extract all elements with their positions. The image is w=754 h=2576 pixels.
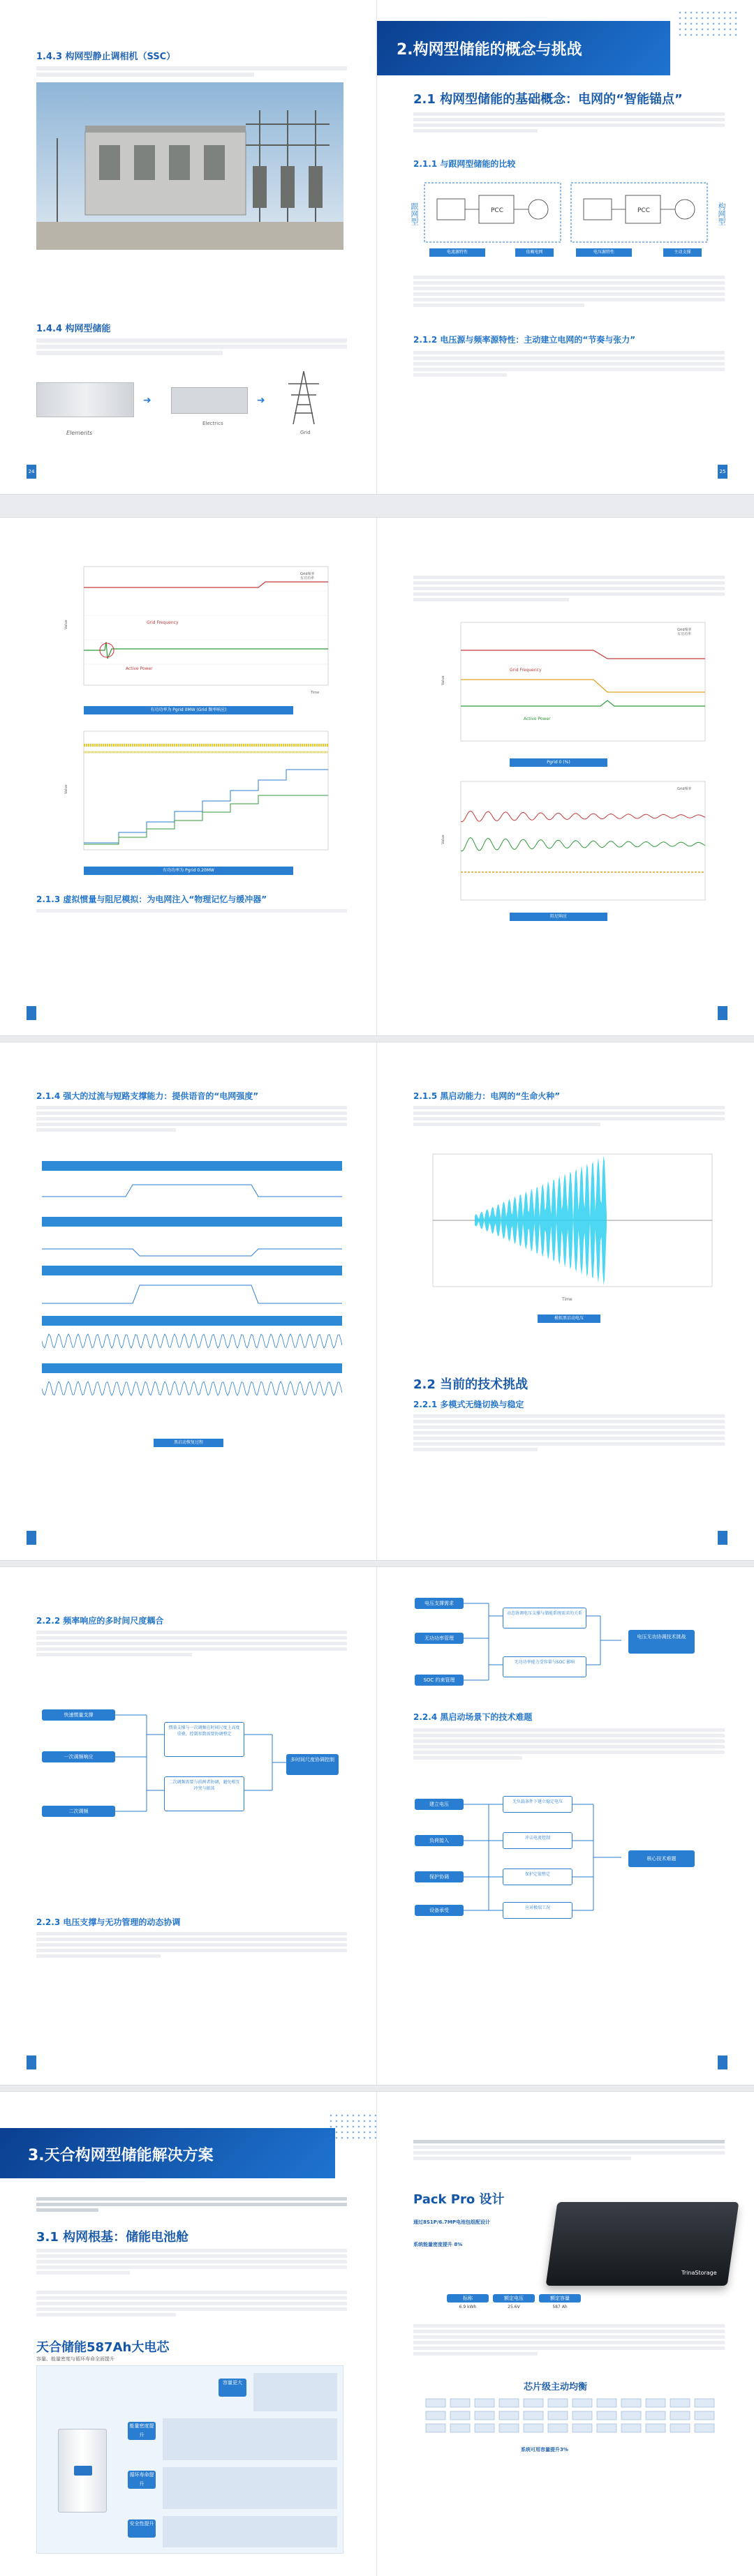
spec-val-2: 25.6V: [508, 2305, 520, 2309]
page-31: [377, 1567, 754, 2085]
node-secondary: 二次调频: [42, 1806, 115, 1817]
page-30: [0, 1567, 377, 2085]
label-grid-frequency: Grid Frequency: [147, 620, 179, 625]
outcome-voltage-reactive: 电压无功协调技术挑战: [628, 1630, 695, 1654]
page-26: [0, 518, 377, 1035]
section-2-1-1-title: 2.1.1 与跟网型储能的比较: [413, 159, 516, 169]
pack-spec-1: 通过8S1P/6.7MP电池包组配设计: [413, 2219, 490, 2225]
section-2-1-5-title: 2.1.5 黑启动能力：电网的“生命火种”: [413, 1091, 561, 1101]
label-active-power: Active Power: [524, 717, 551, 721]
spec-val-1: 6.9 kWh: [459, 2305, 477, 2309]
multi-step-chart: [63, 724, 335, 864]
section-3-1-title: 3.1 构网根基：储能电池舱: [36, 2230, 189, 2245]
spec-head-3: 额定容量: [539, 2294, 581, 2302]
section-3-1-body-2: [36, 2289, 347, 2319]
tag-grid-dependent: 依赖电网: [515, 248, 554, 257]
desc-capacity: 无功功率能力受容量与SOC 影响: [503, 1656, 586, 1677]
page-number: [718, 2055, 727, 2069]
feature-capacity: 容量更大: [219, 2379, 246, 2397]
desc-dynamic: 动态协调电压支撑与储能系统需求的关系: [503, 1608, 586, 1628]
page-number: [27, 1531, 36, 1545]
intro-text: [413, 2138, 725, 2162]
waveform-stack: [42, 1161, 342, 1426]
svg-text:PCC: PCC: [637, 207, 650, 214]
chapter-banner: [0, 2128, 335, 2178]
tag-active-support: 主动支撑: [663, 248, 702, 257]
section-2-1-4-body: [36, 1104, 347, 1134]
label-grid: Grid: [300, 430, 311, 435]
pack-spec-2: 系统能量密度提升 8%: [413, 2242, 463, 2247]
section-1-4-4-title: 1.4.4 构网型储能: [36, 324, 111, 334]
page-number: 24: [27, 465, 36, 479]
page-27-body: [413, 574, 725, 604]
desc-coordinate: 二次调频需要与前两者协调，避免相互冲突与振荡: [164, 1776, 244, 1811]
spec-table: [447, 2294, 586, 2309]
node-equipment: 设备承受: [415, 1905, 464, 1916]
y-axis-label: Value: [441, 675, 445, 685]
page-number: 25: [718, 465, 727, 479]
node-establish-voltage: 建立电压: [415, 1799, 464, 1810]
spread-3: [0, 1042, 754, 1560]
node-load-access: 负荷接入: [415, 1835, 464, 1846]
side-label-right: 构网型: [717, 202, 726, 225]
spread-4: [0, 1567, 754, 2085]
desc-extreme: 应对极端工况: [503, 1902, 572, 1919]
freq-power-chart-1: [63, 560, 335, 703]
arrow-icon: ➜: [143, 395, 151, 406]
section-2-2-title: 2.2 当前的技术挑战: [413, 1377, 528, 1392]
x-axis-label: Time: [311, 691, 320, 695]
y-axis-label: Value: [441, 834, 445, 844]
chart-caption-1: 有功功率为 Pgrid 0MW (Grid 频率响应): [84, 706, 293, 714]
page-number: [27, 1006, 36, 1020]
pack-body: [413, 2322, 725, 2358]
intro-bold: [36, 2195, 347, 2214]
section-2-1-3-body: [36, 907, 347, 915]
legend-grid-freq: Grid频率: [300, 572, 315, 576]
page-number: [718, 1531, 727, 1545]
chart-caption-right: 模拟黑启动电压: [538, 1315, 600, 1323]
section-1-4-3-body: [36, 64, 347, 79]
pack-title: Pack Pro 设计: [413, 2192, 505, 2207]
desc-overlap: 惯量支撑与一次调频在时间尺度上高度重叠，控制参数需要协调整定: [164, 1722, 244, 1757]
page-35: [377, 2092, 754, 2576]
legend-active-power: 有功功率: [300, 576, 315, 581]
desc-no-load: 无负载条件下建立稳定电压: [503, 1796, 572, 1813]
chart-caption-4: 阻尼响应: [510, 913, 607, 921]
feature-density: 能量密度提升: [128, 2422, 156, 2440]
chapter-title: 2.构网型储能的概念与挑战: [397, 41, 582, 59]
desc-inrush: 冲击电流控制: [503, 1832, 572, 1849]
node-protection: 保护协调: [415, 1871, 464, 1882]
label-grid-frequency: Grid Frequency: [510, 668, 542, 673]
page-number: [27, 2055, 36, 2069]
freq-power-chart-2: [440, 615, 712, 755]
comparison-diagram: [423, 181, 709, 258]
chart-caption-2: 有功功率为 Pgrid 0.20MW: [84, 867, 293, 875]
balance-subtitle: 系统可用容量提升3%: [521, 2447, 568, 2453]
cell-subtitle: 容量、能量密度与循环寿命全面提升: [36, 2356, 114, 2362]
outcome-multi-timescale: 多时间尺度协调控制: [286, 1754, 339, 1775]
brand-logo: TrinaStorage: [681, 2270, 717, 2276]
section-1-4-3-title: 1.4.3 构网型静止调相机（SSC）: [36, 52, 176, 62]
elements-graphic: [36, 382, 134, 417]
section-3-1-body: [36, 2247, 347, 2277]
feature-safety: 安全性提升: [128, 2519, 156, 2538]
black-start-chart: [412, 1147, 719, 1308]
legend-grid-freq: Grid频率: [677, 628, 692, 632]
section-2-1-3-title: 2.1.3 虚拟惯量与阻尼模拟：为电网注入“物理记忆与缓冲器”: [36, 894, 267, 904]
battery-cell-image: [58, 2429, 107, 2513]
page-34: [0, 2092, 377, 2576]
node-reactive-power: 无功功率管理: [415, 1633, 464, 1644]
pylon-icon: [283, 370, 325, 426]
dot-pattern: [328, 2113, 377, 2141]
section-2-2-2-title: 2.2.2 频率响应的多时间尺度耦合: [36, 1616, 164, 1626]
spread-5: [0, 2092, 754, 2576]
arrow-icon: ➜: [257, 395, 265, 406]
page-25: [377, 0, 754, 494]
legend-grid-freq: Grid频率: [677, 787, 692, 791]
label-active-power: Active Power: [126, 666, 153, 671]
y-axis-label: Value: [64, 620, 68, 629]
label-elements: Elements: [66, 430, 93, 436]
node-voltage-support: 电压支撑需求: [415, 1598, 464, 1609]
page-29: [377, 1042, 754, 1560]
legend-active-power: 有功功率: [677, 632, 692, 636]
section-2-2-4-body: [413, 1726, 725, 1762]
balance-diagram: [419, 2393, 719, 2442]
section-1-4-4-body: [36, 336, 347, 357]
page-24: [0, 0, 377, 494]
spec-head-1: 标称: [447, 2294, 489, 2302]
svg-text:PCC: PCC: [491, 207, 503, 214]
section-2-2-2-body: [36, 1628, 347, 1658]
section-2-1-4-title: 2.1.4 强大的过流与短路支撑能力：提供语音的“电网强度”: [36, 1091, 259, 1101]
tag-voltage-source: 电压源特性: [576, 248, 632, 257]
label-electrics: Electrics: [202, 421, 223, 426]
chapter-banner: [377, 21, 670, 75]
spec-val-3: 587 Ah: [552, 2305, 568, 2309]
node-primary: 一次调频响应: [42, 1751, 115, 1762]
y-axis-label: Value: [64, 784, 68, 794]
section-2-1-2-title: 2.1.2 电压源与频率源特性：主动建立电网的“节奏与张力”: [413, 335, 636, 345]
chart-caption-left: 黑启动恢复过程: [154, 1439, 223, 1447]
dot-pattern: [677, 10, 740, 38]
section-2-1-1-body: [413, 274, 725, 309]
page-28: [0, 1042, 377, 1560]
side-label-left: 跟网型: [410, 202, 419, 225]
balance-title: 芯片级主动均衡: [524, 2382, 588, 2392]
section-2-2-1-body: [413, 1412, 725, 1453]
section-2-2-3-title: 2.2.3 电压支撑与无功管理的动态协调: [36, 1917, 181, 1927]
cell-title: 天合储能587Ah大电芯: [36, 2340, 170, 2355]
spread-1: [0, 0, 754, 494]
section-2-2-1-title: 2.2.1 多模式无缝切换与稳定: [413, 1400, 524, 1409]
tag-current-source: 电流源特性: [429, 248, 485, 257]
section-2-1-body: [413, 110, 725, 135]
chart-caption-3: Pgrid 0 (%): [510, 758, 607, 767]
spread-2: [0, 518, 754, 1035]
page-27: [377, 518, 754, 1035]
substation-photo: [36, 82, 343, 250]
section-2-1-5-body: [413, 1104, 725, 1128]
node-soc: SOC 约束管理: [415, 1675, 464, 1686]
section-2-1-title: 2.1 构网型储能的基础概念：电网的“智能锚点”: [413, 92, 683, 107]
section-2-1-2-body: [413, 349, 725, 379]
section-2-2-4-title: 2.2.4 黑启动场景下的技术难题: [413, 1712, 533, 1722]
spec-head-2: 额定电压: [493, 2294, 535, 2302]
node-inertia: 快速惯量支撑: [42, 1709, 115, 1721]
feature-cycle: 循环寿命提升: [128, 2471, 156, 2489]
cell-infographic: [36, 2365, 343, 2554]
x-axis-label: Time: [562, 1297, 572, 1302]
damping-chart: [440, 774, 712, 911]
page-number: [718, 1006, 727, 1020]
battery-pack-image: [546, 2202, 739, 2286]
section-2-2-3-body: [36, 1930, 347, 1960]
desc-protection: 保护定值整定: [503, 1869, 572, 1885]
electrics-graphic: [171, 387, 248, 414]
outcome-core-challenges: 核心技术难题: [628, 1850, 695, 1867]
chapter-title: 3.天合构网型储能解决方案: [28, 2147, 214, 2164]
